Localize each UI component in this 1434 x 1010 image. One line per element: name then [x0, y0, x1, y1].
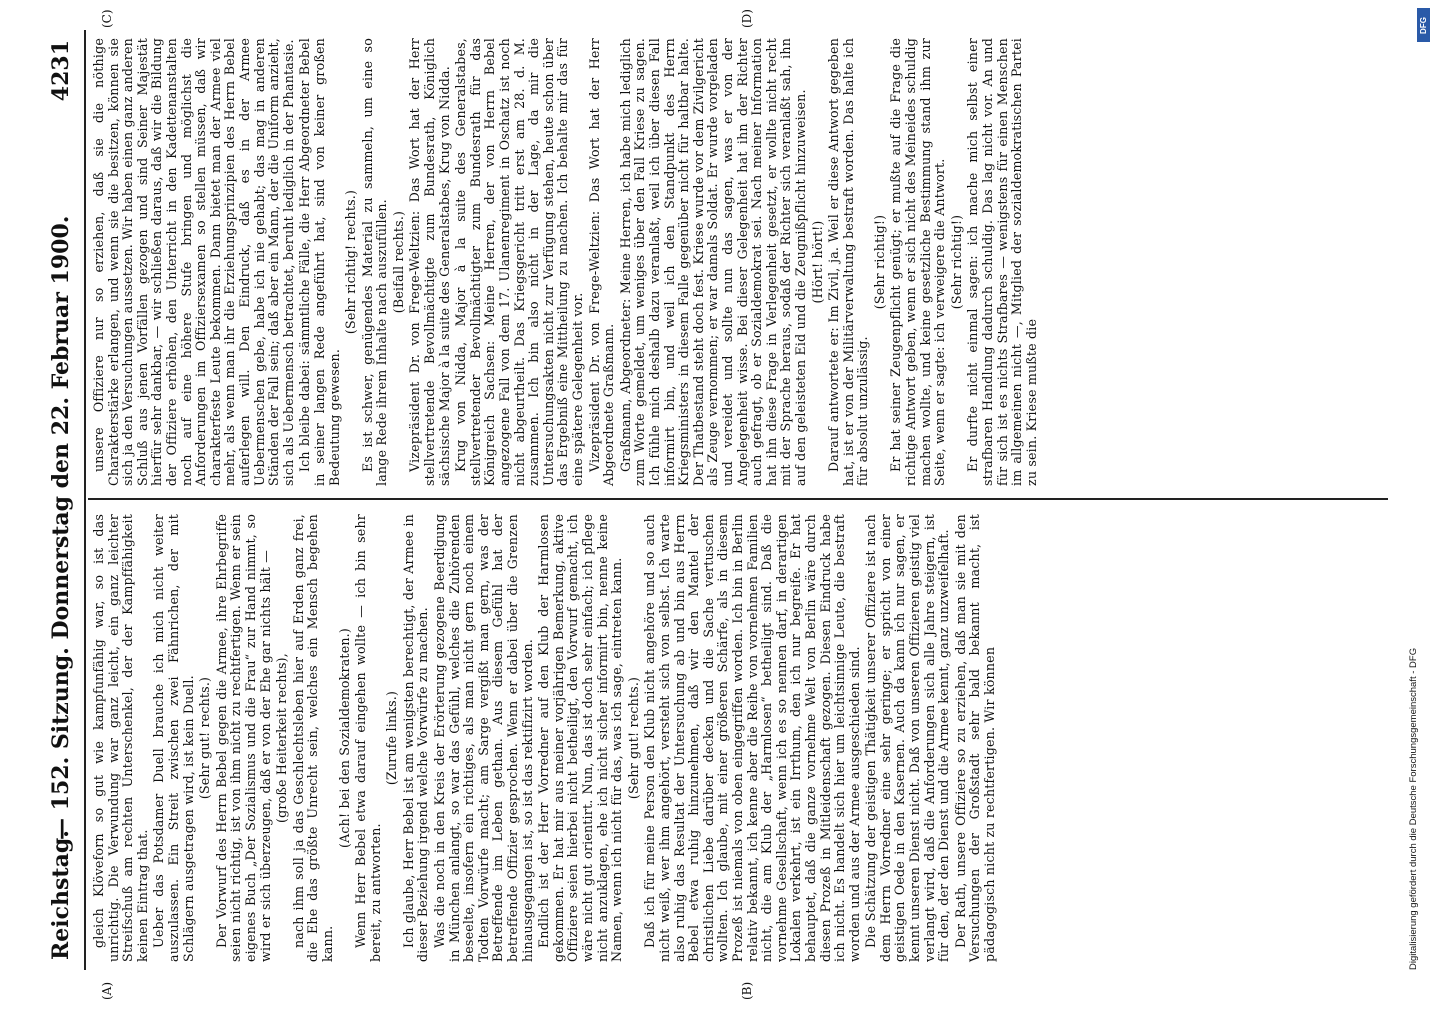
page-header — [40, 30, 80, 970]
margin-mark-d: (D) — [740, 9, 754, 28]
paragraph: (Sehr richtig!) — [871, 214, 887, 310]
paragraph: Was die noch in den Kreis der Erörterung gezogene Beerdigung in München anlangt, so war das Gefühl, welches die Zuhörenden beseelte, insofern ein richtiges, als man nicht gern noch einem Todten Vorwürfe macht; am Sarge vergißt man gern, was der Betreffende im Leben gethan. Aus diesem Gefühl hat der betreffende Offizier gesprochen. Wenn er dabei über die Grenzen hinausgegangen ist, so ist das rektifizirt worden. — [432, 514, 535, 962]
paragraph: (Sehr gut! rechts.) — [625, 676, 641, 800]
margin-mark-c: (C) — [100, 9, 114, 28]
paragraph: Wenn Herr Bebel etwa darauf eingehen wollte — ich bin sehr bereit, zu antworten. — [353, 514, 383, 962]
paragraph: (Beifall rechts.) — [390, 210, 406, 314]
dfg-logo: DFG — [1417, 8, 1430, 42]
page-number: 4231 — [48, 40, 74, 102]
right-column — [92, 38, 1041, 486]
digitization-note-text: Digitalisierung gefördert durch die Deutsche Forschungsgemeinschaft - DFG — [1408, 647, 1419, 970]
paragraph: Ich bleibe dabei: sämmtliche Fälle, die Herr Abgeordneter Bebel in seiner langen Rede angeführt hat, sind von keiner großen Bedeutung gewesen. — [297, 38, 342, 486]
paragraph: Ueber das Potsdamer Duell brauche ich mich nicht weiter auszulassen. Ein Streit zwischen zwei Fähnrichen, der mit Schlägern ausgetragen wird, ist kein Duell. — [151, 514, 196, 962]
paragraph: Er durfte nicht einmal sagen: ich mache mich selbst einer strafbaren Handlung dadurch schuldig. Das lag nicht vor. An und für sich ist es nichts Strafbares — wenigstens für einen Menschen im allgemeinen nicht —, Mitglied der sozialdemokratischen Partei zu sein. Kriese mußte die — [965, 38, 1039, 486]
paragraph: (Sehr richtig!) — [948, 214, 964, 310]
column-divider — [88, 498, 1388, 500]
paragraph: Die Schätzung der geistigen Thätigkeit unserer Offiziere ist nach dem Herrn Vorredner eine sehr geringe; er spricht von einer geistigen Oede in den Kasernen. Auch da kann ich nur sagen, er kennt unseren Dienst nicht. Daß von unseren Offizieren geistig viel verlangt wird, daß die Anforderungen sich alle Jahre steigern, ist für den, der den Dienst und die Armee kennt, ganz unzweifelhaft. — [863, 514, 952, 962]
margin-mark-a: (A) — [100, 981, 114, 1000]
left-column — [92, 514, 1000, 962]
header-rule — [84, 30, 86, 970]
document-page — [40, 9, 1400, 1000]
paragraph: Krug von Nidda, Major à la suite des Generalstabes, stellvertretender Bevollmächtigter zum Bundesrath für das Königreich Sachsen: Meine Herren, der von Herrn Bebel angezogene Fall von dem 17. Ulanenregiment in Oschatz ist noch nicht abgeurtheilt. Das Kriegsgericht tritt erst am 28. d. M. zusammen. Ich bin also nicht in der Lage, da mir die Untersuchungsakten nicht zur Verfügung stehen, heute schon über das Ergebniß eine Mittheilung zu machen. Ich behalte mir das für eine spätere Gelegenheit vor. — [453, 38, 585, 486]
header-left: Reichstag. — [48, 830, 74, 960]
paragraph: Ich glaube, Herr Bebel ist am wenigsten berechtigt, der Armee in dieser Beziehung irgend welche Vorwürfe zu machen. — [400, 514, 431, 962]
paragraph: (große Heiterkeit rechts), — [274, 653, 290, 823]
paragraph: unsere Offiziere nur so erziehen, daß sie die nöthige Charakterstärke erlangen, und wenn sie die besitzen, können sie sich ja den Versuchungen aussetzen. Wir haben einen ganz anderen Schluß aus jenen Vorfällen gezogen und sind Seiner Majestät hierfür sehr dankbar, — wir schließen daraus, daß wir die Bildung der Offiziere erhöhen, den Unterricht in den Kadettenanstalten noch auf eine höhere Stufe bringen und möglichst die Anforderungen im Offiziersexamen so stellen müssen, daß wir charakterfeste Leute bekommen. Dann bietet man der Armee viel mehr, als wenn man ihr die Erziehungsprinzipien des Herrn Bebel auferlegen will. Den Eindruck, daß es in der Armee Uebermenschen gebe, habe ich nie gehabt; das mag in anderen Ständen der Fall sein; daß aber ein Mann, der die Uniform anzieht, sich als Uebermensch betrachtet, beruht lediglich in der Phantasie. — [91, 38, 296, 486]
paragraph: Der Rath, unsere Offiziere so zu erziehen, daß man sie mit den Versuchungen der Großstadt sehr bald bekannt macht, ist pädagogisch nicht zu rechtfertigen. Wir können — [952, 514, 998, 962]
paragraph: (Ach! bei den Sozialdemokraten.) — [336, 628, 352, 848]
paragraph: Darauf antwortete er: Im Zivil, ja. Weil er diese Antwort gegeben hat, ist er von der Militärverwaltung bestraft worden. Das halte ich für absolut unzulässig. — [826, 38, 871, 486]
paragraph: (Zurufe links.) — [384, 690, 400, 786]
paragraph: nach ihm soll ja das Geschlechtsleben hier auf Erden ganz frei, die Ehe das größte Unrecht sein, welches ein Mensch begehen kann. — [290, 514, 335, 962]
paragraph: Vizepräsident Dr. von Frege-Weltzien: Das Wort hat der Herr Abgeordnete Graßmann. — [586, 38, 617, 486]
paragraph: (Sehr gut! rechts.) — [197, 676, 213, 800]
paragraph: Er hat seiner Zeugenpflicht genügt; er mußte auf die Frage die richtige Antwort geben, wenn er sich nicht des Meineides schuldig machen wollte, und keine gesetzliche Bestimmung stand ihm zur Seite, wenn er sagte: ich verweigere die Antwort. — [888, 38, 948, 486]
paragraph: gleich Klöveforn so gut wie kampfunfähig war, so ist das unrichtig. Die Verwundung war ganz leicht, ein ganz leichter Streifschuß am rechten Unterschenkel, der der Kampffähigkeit keinen Eintrag that. — [91, 514, 150, 962]
paragraph: (Hört! hört!) — [809, 220, 825, 304]
paragraph: Vizepräsident Dr. von Frege-Weltzien: Das Wort hat der Herr stellvertretende Bevollmächtigte zum Bundesrath, Königlich sächsische Major à la suite des Generalstabes, Krug von Nidda. — [407, 38, 452, 486]
paragraph: Der Vorwurf des Herrn Bebel gegen die Armee, ihre Ehrbegriffe seien nicht richtig, ist von ihm nicht zu rechtfertigen. Wenn er sein eigenes Buch „Der Sozialismus und die Frau“ zur Hand nimmt, so wird er sich überzeugen, daß er von der Ehe gar nichts hält — — [213, 514, 273, 962]
margin-mark-b: (B) — [740, 981, 754, 1000]
paragraph: Endlich ist der Herr Vorredner auf den Klub der Harmlosen gekommen. Er hat mir aus meiner vorjährigen Bemerkung, aktive Offiziere seien hierbei nicht betheiligt, den Vorwurf gemacht, ich wäre nicht gut orientirt. Nun, das ist doch sehr einfach; ich pflege nicht anzuklagen, ehe ich nicht sicher informirt bin, nenne keine Namen, wenn ich nicht für das, was ich sage, eintreten kann. — [536, 514, 625, 962]
paragraph: (Sehr richtig! rechts.) — [343, 189, 359, 335]
header-center: — 152. Sitzung. Donnerstag den 22. Februar 1900. — [48, 215, 74, 840]
paragraph: Daß ich für meine Person den Klub nicht angehöre und so auch nicht weiß, wer ihm angehört, versteht sich von selbst. Ich warte also ruhig das Resultat der Untersuchung ab und bin aus Herrn Bebel etwa ruhig hinzunehmen, daß wir den Mantel der christlichen Liebe darüber decken und die Sache vertuschen wollten. Ich glaube, mit einer größeren Schärfe, als in diesem Prozeß ist niemals von oben eingegriffen worden. Ich bin in Berlin relativ bekannt, ich kenne aber die Reihe von vornehmen Familien nicht, die am Klub der „Harmlosen“ betheiligt sind. Daß die vornehme Gesellschaft, wenn ich es so nennen darf, in derartigen Lokalen verkehrt, ist ein Irrthum, den ich nur begreife. Er hat behauptet, daß die ganze vornehme Welt von Berlin wäre durch diesen Prozeß in Mitleidenschaft gezogen. Diesen Eindruck habe ich nicht. Es handelt sich hier um leichtsinnige Leute, die bestraft worden und aus der Armee ausgeschieden sind. — [642, 514, 862, 962]
digitization-note — [1408, 10, 1430, 1010]
paragraph: Es ist schwer, genügendes Material zu sammeln, um eine so lange Rede ihrem Inhalte nach auszufüllen. — [359, 38, 390, 486]
paragraph: Graßmann, Abgeordneter: Meine Herren, ich habe mich lediglich zum Worte gemeldet, um weniges über den Fall Kriese zu sagen. Ich fühle mich deshalb dazu veranlaßt, weil ich über diesen Fall informirt bin, und weil ich den Standpunkt des Herrn Kriegsministers in diesem Falle gegenüber nicht für haltbar halte. Der Thatbestand steht doch fest. Kriese wurde vor dem Zivilgericht als Zeuge vernommen; er war damals Soldat. Er wurde vorgeladen und vereidet und sollte nun das sagen, was er von der Angelegenheit wisse. Bei dieser Gelegenheit hat ihn der Richter auch gefragt, ob er Sozialdemokrat sei. Nach meiner Information hat ihn diese Frage in Verlegenheit gesetzt, er wollte nicht recht mit der Sprache heraus, sodaß der Richter sich veranlaßt sah, ihn auf den geleisteten Eid und die Zeugnißpflicht hinzuweisen. — [617, 38, 808, 486]
